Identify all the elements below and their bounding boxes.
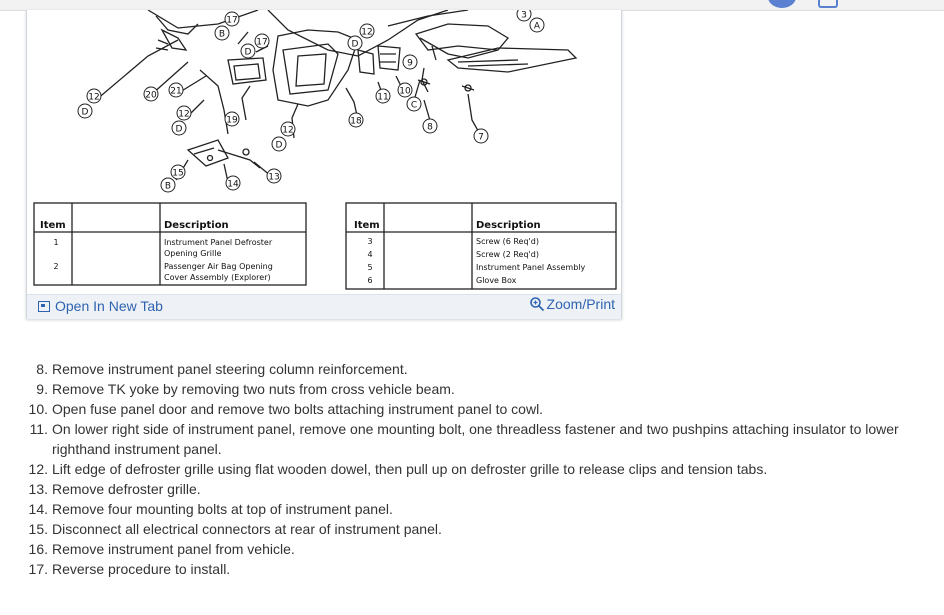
- callout: [169, 83, 183, 97]
- table-cell-item: 3: [367, 237, 373, 246]
- svg-text:B: B: [164, 181, 172, 192]
- step-text: On lower right side of instrument panel, remove one mounting bolt, one threadless fastener and two pushpins attaching insulator to lower righthand instrument panel.: [52, 421, 899, 457]
- callout: [403, 55, 417, 69]
- step-item: [26, 359, 926, 379]
- callout: [171, 165, 185, 179]
- step-item: [26, 419, 926, 459]
- table-cell-desc: Instrument Panel Assembly: [476, 263, 586, 272]
- callout: [423, 119, 437, 133]
- step-item: [26, 399, 926, 419]
- chat-icon[interactable]: [818, 0, 838, 8]
- step-item: [26, 479, 926, 499]
- callout: [161, 178, 175, 192]
- svg-text:15: 15: [172, 168, 184, 179]
- svg-text:D: D: [244, 47, 252, 58]
- table-cell-item: 1: [53, 238, 59, 247]
- diagram-svg: [28, 10, 620, 292]
- callout: [349, 113, 363, 127]
- svg-text:17: 17: [226, 15, 238, 26]
- table-header-description: Description: [164, 220, 229, 231]
- callout: [398, 83, 412, 97]
- callout: [530, 18, 544, 32]
- callout: [517, 10, 531, 21]
- step-item: [26, 519, 926, 539]
- step-text: Disconnect all electrical connectors at rear of instrument panel.: [52, 521, 442, 537]
- callout: [281, 122, 295, 136]
- svg-text:11: 11: [377, 92, 389, 103]
- magnifier-icon: [529, 296, 545, 312]
- zoom-print-label: Zoom/Print: [546, 296, 615, 312]
- callout: [360, 24, 374, 38]
- callout-group: [78, 10, 544, 192]
- svg-text:14: 14: [227, 179, 239, 190]
- callout: [267, 169, 281, 183]
- step-text: Remove defroster grille.: [52, 481, 201, 497]
- callout: [407, 97, 421, 111]
- step-item: [26, 499, 926, 519]
- table-header-item: Item: [354, 220, 380, 231]
- svg-text:12: 12: [282, 125, 294, 136]
- step-text: Open fuse panel door and remove two bolts attaching instrument panel to cowl.: [52, 401, 544, 417]
- table-cell-item: 6: [367, 276, 373, 285]
- table-cell-desc: Instrument Panel Defroster: [164, 238, 273, 247]
- svg-text:9: 9: [407, 58, 413, 69]
- parts-table-right: [354, 220, 586, 285]
- diagram-linework: [34, 10, 616, 289]
- table-cell-desc: Screw (2 Req'd): [476, 250, 539, 259]
- callout: [87, 89, 101, 103]
- step-number: 15.: [28, 521, 48, 537]
- svg-text:12: 12: [361, 27, 373, 38]
- step-number: 13.: [28, 481, 48, 497]
- svg-text:10: 10: [399, 86, 411, 97]
- svg-text:D: D: [351, 39, 359, 50]
- step-item: [26, 559, 926, 579]
- callout: [255, 34, 269, 48]
- step-number: 10.: [28, 401, 48, 417]
- callout: [225, 112, 239, 126]
- callout: [272, 137, 286, 151]
- svg-text:7: 7: [478, 132, 484, 143]
- svg-text:12: 12: [178, 109, 190, 120]
- svg-text:D: D: [175, 124, 183, 135]
- svg-text:12: 12: [88, 92, 100, 103]
- callout: [348, 36, 362, 50]
- figure-footer: [27, 294, 621, 319]
- table-cell-desc: Screw (6 Req'd): [476, 237, 539, 246]
- svg-text:17: 17: [256, 37, 268, 48]
- svg-text:B: B: [218, 29, 226, 40]
- svg-text:8: 8: [427, 122, 433, 133]
- step-item: [26, 379, 926, 399]
- callout: [474, 129, 488, 143]
- svg-text:13: 13: [268, 172, 280, 183]
- callout: [144, 87, 158, 101]
- open-in-new-tab-label: Open In New Tab: [55, 298, 163, 314]
- callout: [376, 89, 390, 103]
- step-text: Lift edge of defroster grille using flat wooden dowel, then pull up on defroster grille to release clips and tension tabs.: [52, 461, 768, 477]
- new-tab-icon: [38, 301, 50, 312]
- callout: [215, 26, 229, 40]
- procedure-steps: [26, 359, 926, 579]
- step-text: Remove instrument panel from vehicle.: [52, 541, 295, 557]
- step-text: Remove instrument panel steering column reinforcement.: [52, 361, 408, 377]
- callout: [225, 12, 239, 26]
- svg-text:A: A: [533, 21, 541, 32]
- svg-text:D: D: [81, 107, 89, 118]
- table-cell-item: 5: [367, 263, 373, 272]
- step-item: [26, 459, 926, 479]
- zoom-print-link[interactable]: [529, 296, 615, 312]
- step-number: 14.: [28, 501, 48, 517]
- svg-text:D: D: [275, 140, 283, 151]
- table-cell-desc: Glove Box: [476, 276, 517, 285]
- callout: [226, 176, 240, 190]
- step-text: Remove TK yoke by removing two nuts from cross vehicle beam.: [52, 381, 455, 397]
- table-cell-desc: Opening Grille: [164, 249, 222, 258]
- step-item: [26, 539, 926, 559]
- callout: [241, 44, 255, 58]
- callout: [177, 106, 191, 120]
- svg-text:21: 21: [170, 86, 182, 97]
- open-in-new-tab-link[interactable]: [38, 298, 163, 314]
- step-number: 9.: [32, 381, 48, 397]
- profile-avatar[interactable]: [768, 0, 796, 8]
- table-header-description: Description: [476, 220, 541, 231]
- svg-text:18: 18: [350, 116, 362, 127]
- step-number: 11.: [29, 421, 48, 437]
- table-cell-item: 2: [53, 262, 59, 271]
- step-number: 17.: [28, 561, 48, 577]
- figure-card: [26, 10, 622, 319]
- table-cell-desc: Passenger Air Bag Opening: [164, 262, 273, 271]
- step-text: Remove four mounting bolts at top of instrument panel.: [52, 501, 393, 517]
- callout: [78, 104, 92, 118]
- parts-table-left: [40, 220, 273, 282]
- svg-text:C: C: [410, 100, 418, 111]
- step-number: 16.: [28, 541, 48, 557]
- callout: [172, 121, 186, 135]
- table-header-item: Item: [40, 220, 66, 231]
- step-number: 12.: [28, 461, 48, 477]
- svg-text:3: 3: [521, 10, 527, 21]
- step-number: 8.: [32, 361, 48, 377]
- svg-text:19: 19: [226, 115, 238, 126]
- svg-text:20: 20: [145, 90, 157, 101]
- table-cell-item: 4: [367, 250, 373, 259]
- table-cell-desc: Cover Assembly (Explorer): [164, 273, 271, 282]
- step-text: Reverse procedure to install.: [52, 561, 231, 577]
- instrument-panel-diagram: [28, 10, 620, 292]
